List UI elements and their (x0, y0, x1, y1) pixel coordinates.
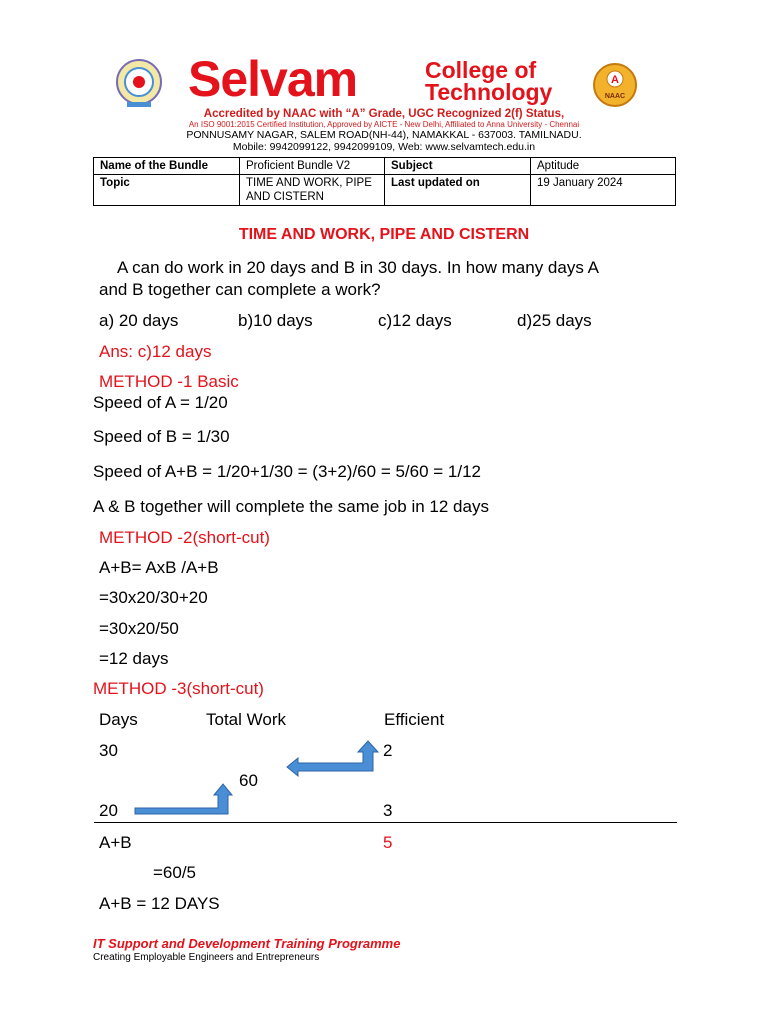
col-days-header: Days (99, 710, 138, 729)
question-line1: A can do work in 20 days and B in 30 days. In how many days A (117, 258, 599, 277)
option-d: d)25 days (517, 311, 592, 330)
topic-label: Topic (94, 175, 240, 206)
method2-line: =12 days (99, 649, 169, 668)
address-text: PONNUSAMY NAGAR, SALEM ROAD(NH-44), NAMAKKAL - 637003. TAMILNADU. (186, 129, 582, 141)
subject-label: Subject (385, 158, 531, 175)
calc-line: =60/5 (153, 863, 197, 882)
footer-tagline: Creating Employable Engineers and Entrepreneurs (93, 952, 320, 963)
sum-value: 5 (383, 833, 393, 852)
subject-value: Aptitude (531, 158, 676, 175)
bundle-value: Proficient Bundle V2 (240, 158, 385, 175)
method1-heading: METHOD -1 Basic (99, 372, 239, 391)
method1-line: Speed of B = 1/30 (93, 427, 230, 446)
contact-text: Mobile: 9942099122, 9942099109, Web: www.selvamtech.edu.in (232, 141, 536, 153)
method1-line: A & B together will complete the same job in 12 days (93, 497, 489, 516)
sum-divider (94, 822, 677, 823)
accreditation-text: Accredited by NAAC with “A” Grade, UGC Recognized 2(f) Status, (203, 108, 565, 120)
method2-line: A+B= AxB /A+B (99, 558, 219, 577)
college-name-line2: Technology (425, 79, 553, 105)
method1-line: Speed of A+B = 1/20+1/30 = (3+2)/60 = 5/60 = 1/12 (93, 462, 482, 481)
updated-value: 19 January 2024 (531, 175, 676, 206)
efficient-b-value: 3 (383, 801, 393, 820)
naac-text: NAAC (604, 93, 626, 100)
topic-value-line2: AND CISTERN (246, 191, 324, 203)
col-efficient-header: Efficient (384, 710, 445, 729)
total-work-value: 60 (239, 771, 258, 790)
efficient-a-value: 2 (383, 741, 393, 760)
college-name-line1: College of (425, 57, 537, 83)
brand-name: Selvam (188, 51, 358, 107)
days-b-value: 20 (99, 801, 118, 820)
sum-label: A+B (99, 833, 132, 852)
page-title: TIME AND WORK, PIPE AND CISTERN (238, 226, 530, 243)
method1-line: Speed of A = 1/20 (93, 393, 228, 412)
arrow-left-up-icon (287, 741, 378, 776)
certification-text: An ISO 9001:2015 Certified Institution, Approved by AICTE - New Delhi, Affiliated to Anna University - Chennai (188, 120, 580, 129)
arrow-up-right-icon (135, 784, 232, 814)
option-c: c)12 days (378, 311, 452, 330)
result-line: A+B = 12 DAYS (99, 894, 220, 913)
method3-heading: METHOD -3(short-cut) (93, 679, 264, 698)
days-a-value: 30 (99, 741, 118, 760)
updated-label: Last updated on (385, 175, 531, 206)
naac-letter: A (611, 74, 619, 86)
topic-value-line1: TIME AND WORK, PIPE (246, 177, 372, 189)
method2-line: =30x20/50 (99, 619, 179, 638)
option-b: b)10 days (238, 311, 313, 330)
method2-heading: METHOD -2(short-cut) (99, 528, 270, 547)
question-line2: and B together can complete a work? (99, 280, 381, 299)
bundle-label: Name of the Bundle (94, 158, 240, 175)
method2-line: =30x20/30+20 (99, 588, 208, 607)
answer-text: Ans: c)12 days (99, 342, 212, 361)
option-a: a) 20 days (99, 311, 179, 330)
footer-programme: IT Support and Development Training Programme (93, 936, 401, 951)
col-total-header: Total Work (206, 710, 286, 729)
